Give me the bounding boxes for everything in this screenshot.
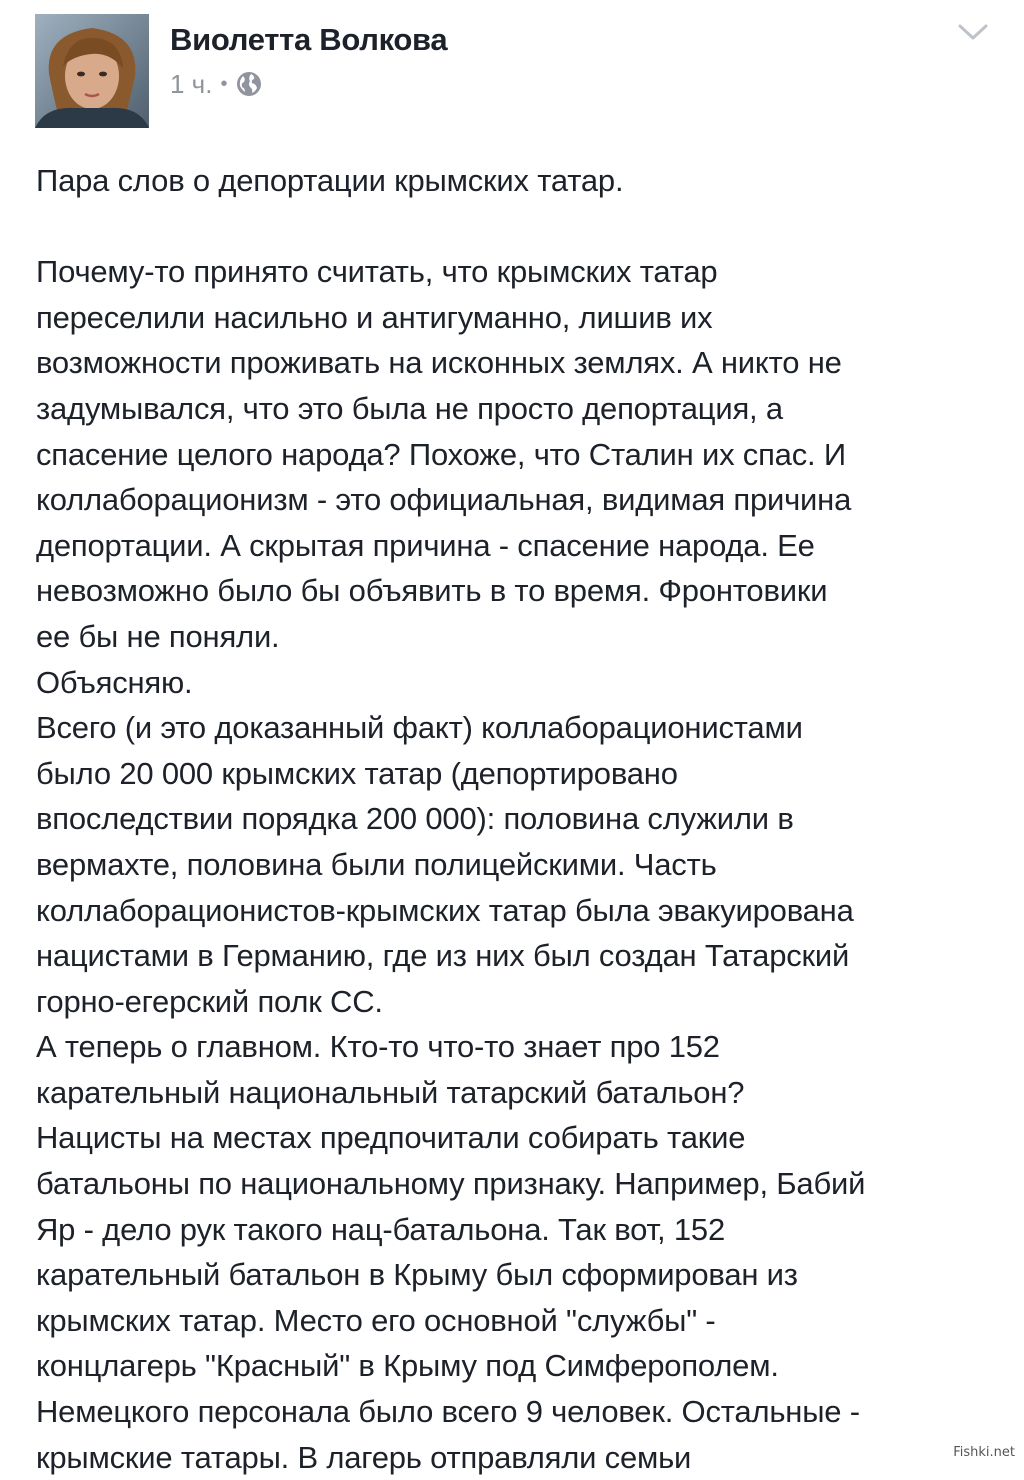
post-line: спасение целого народа? Похоже, что Сталин их спас. И [36, 436, 846, 472]
avatar[interactable] [35, 14, 149, 128]
post-line: Нацисты на местах предпочитали собирать такие [36, 1120, 746, 1156]
post-line: коллаборационизм - это официальная, видимая причина [36, 482, 852, 518]
post-line: крымские татары. В лагерь отправляли семьи [36, 1439, 692, 1475]
post-line: А теперь о главном. Кто-то что-то знает про 152 [36, 1029, 720, 1065]
post-line: карательный батальон в Крыму был сформирован из [36, 1257, 798, 1293]
post-line: крымских татар. Место его основной "службы" - [36, 1302, 716, 1338]
post-line: Объясняю. [36, 664, 193, 700]
post-header [0, 0, 1024, 140]
post-line: возможности проживать на исконных землях. А никто не [36, 345, 842, 381]
post-line: ее бы не поняли. [36, 618, 280, 654]
post-line: переселили насильно и антигуманно, лишив их [36, 299, 713, 335]
post-line: коллаборационистов-крымских татар была эвакуирована [36, 892, 854, 928]
post-line: Почему-то принято считать, что крымских татар [36, 254, 718, 290]
post-line: невозможно было бы объявить в то время. Фронтовики [36, 573, 828, 609]
post-line: горно-егерский полк СС. [36, 983, 383, 1019]
author-name[interactable]: Виолетта Волкова [170, 22, 448, 57]
post-line: впоследствии порядка 200 000): половина служили в [36, 801, 794, 837]
meta-separator: • [220, 72, 228, 95]
post-line: вермахте, половина были полицейскими. Часть [36, 846, 717, 882]
paragraph-spacer [36, 204, 996, 250]
post-line: нацистами в Германию, где из них был создан Татарский [36, 938, 850, 974]
post-timestamp[interactable]: 1 ч. [170, 68, 213, 99]
chevron-down-icon[interactable] [956, 18, 990, 46]
post-line: концлагерь "Красный" в Крыму под Симферополем. [36, 1348, 779, 1384]
post-line: Пара слов о депортации крымских татар. [36, 163, 624, 198]
post-meta [170, 66, 263, 102]
globe-icon [235, 70, 263, 98]
post-line: Яр - дело рук такого нац-батальона. Так вот, 152 [36, 1211, 726, 1247]
post-line: депортации. А скрытая причина - спасение народа. Ее [36, 527, 815, 563]
post-text [36, 158, 996, 1480]
post-line: Всего (и это доказанный факт) коллаборационистами [36, 710, 803, 746]
post-line: задумывался, что это была не просто депортация, а [36, 390, 783, 426]
watermark: Fishki.net [950, 1444, 1018, 1461]
post-line: карательный национальный татарский батальон? [36, 1074, 745, 1110]
post-line: батальоны по национальному признаку. Например, Бабий [36, 1166, 866, 1202]
post-line: Немецкого персонала было всего 9 человек. Остальные - [36, 1394, 860, 1430]
post-line: было 20 000 крымских татар (депортировано [36, 755, 678, 791]
